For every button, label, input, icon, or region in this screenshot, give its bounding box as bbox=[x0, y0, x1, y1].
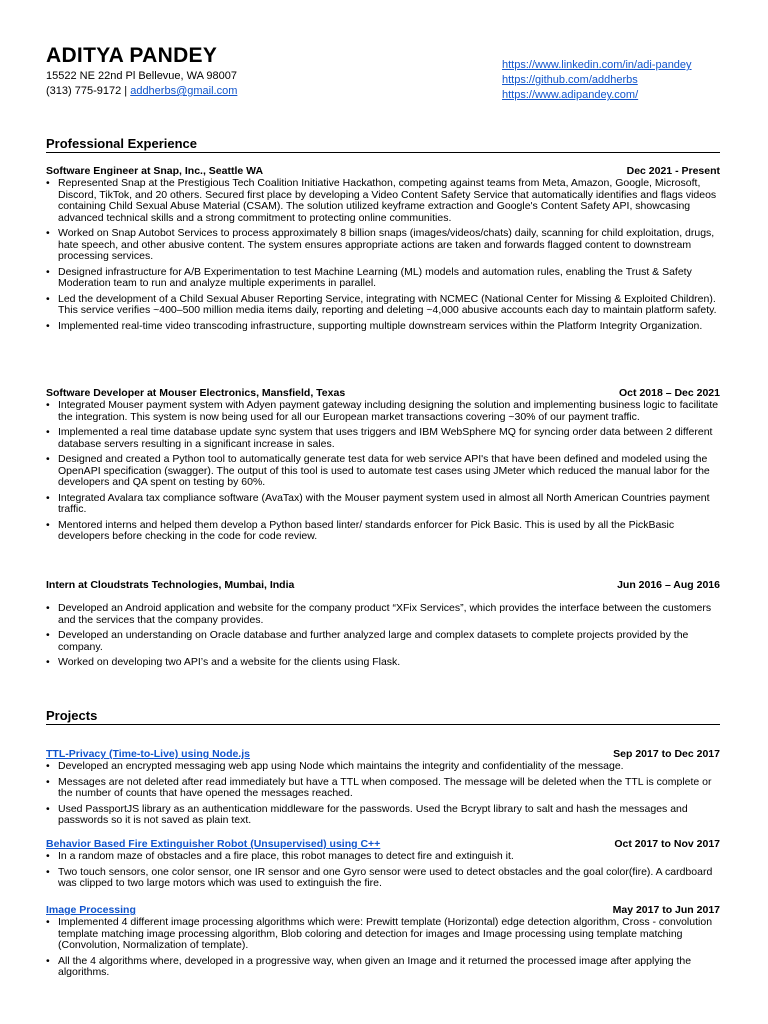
project-fire-robot bbox=[46, 838, 720, 894]
project-name-link[interactable]: TTL-Privacy (Time-to-Live) using Node.js bbox=[46, 748, 251, 760]
job-mouser bbox=[46, 387, 720, 547]
list-item: • Developed an understanding on Oracle database and further analyzed large and complex datasets to complete projects provided by the company. bbox=[46, 630, 720, 653]
job-snap bbox=[46, 165, 720, 336]
project-dates: Sep 2017 to Dec 2017 bbox=[613, 748, 720, 760]
list-item: • All the 4 algorithms where, developed in a progressive way, when given an Image and it returned the processed image after applying the algorithms. bbox=[46, 956, 720, 979]
resume-page bbox=[46, 44, 720, 978]
projects-section bbox=[46, 708, 720, 725]
list-item: • Represented Snap at the Prestigious Tech Coalition Initiative Hackathon, competing against teams from Meta, Amazon, Google, Microsoft, Discord, TikTok, and 20 others. Secured first place by developing a Video Content Safety Service that automatically identifies and flags videos containing Child Sexual Abuse Material (CSAM). The solution utilized keyframe extraction and Google's Content Safety API, showcasing advanced technical skills and a strong commitment to protecting online communities. bbox=[46, 178, 720, 224]
job-cloudstrats bbox=[46, 579, 720, 673]
phone: (313) 775-9172 | bbox=[46, 85, 131, 97]
list-item: • Mentored interns and helped them develop a Python based linter/ standards enforcer for Pick Basic. This is used by all the PickBasic developers before checking in the code for code review. bbox=[46, 520, 720, 543]
profile-links bbox=[502, 58, 692, 103]
job-role: Software Engineer at Snap, Inc., Seattle WA bbox=[46, 165, 264, 177]
linkedin-link[interactable]: https://www.linkedin.com/in/adi-pandey bbox=[502, 59, 692, 71]
list-item: • Integrated Mouser payment system with Adyen payment gateway including designing the solution and implementing business logic to facilitate the integration. This system is now being used for all our European market transactions covering ~30% of our payment traffic. bbox=[46, 400, 720, 423]
website-link[interactable]: https://www.adipandey.com/ bbox=[502, 89, 639, 101]
project-image-processing bbox=[46, 904, 720, 983]
github-link[interactable]: https://github.com/addherbs bbox=[502, 74, 638, 86]
list-item: • Worked on developing two API’s and a website for the clients using Flask. bbox=[46, 657, 720, 669]
candidate-name: ADITYA PANDEY bbox=[46, 44, 218, 67]
list-item: • In a random maze of obstacles and a fire place, this robot manages to detect fire and extinguish it. bbox=[46, 851, 720, 863]
address: 15522 NE 22nd Pl Bellevue, WA 98007 bbox=[46, 70, 238, 82]
email-link[interactable]: addherbs@gmail.com bbox=[130, 85, 238, 97]
list-item: • Developed an encrypted messaging web app using Node which maintains the integrity and confidentiality of the message. bbox=[46, 761, 720, 773]
project-bullets bbox=[46, 851, 720, 890]
resume-header bbox=[46, 44, 720, 104]
project-dates: Oct 2017 to Nov 2017 bbox=[614, 838, 720, 850]
project-bullets bbox=[46, 761, 720, 827]
project-ttl-privacy bbox=[46, 748, 720, 831]
section-title-experience: Professional Experience bbox=[46, 136, 720, 153]
job-role: Intern at Cloudstrats Technologies, Mumbai, India bbox=[46, 579, 295, 591]
job-bullets bbox=[46, 400, 720, 543]
project-bullets bbox=[46, 917, 720, 979]
list-item: • Designed and created a Python tool to automatically generate test data for web service API's that have been defined and modeled using the OpenAPI specification (swagger). The output of this tool is used to automate test cases using JMeter which reduced the manual labor for the developers and QA spent on testing by 60%. bbox=[46, 454, 720, 489]
project-name-link[interactable]: Behavior Based Fire Extinguisher Robot (Unsupervised) using C++ bbox=[46, 838, 381, 850]
job-dates: Oct 2018 – Dec 2021 bbox=[619, 387, 720, 399]
list-item: • Integrated Avalara tax compliance software (AvaTax) with the Mouser payment system used in almost all North American Countries payment traffic. bbox=[46, 493, 720, 516]
project-dates: May 2017 to Jun 2017 bbox=[612, 904, 720, 916]
list-item: • Led the development of a Child Sexual Abuser Reporting Service, integrating with NCMEC (National Center for Missing & Exploited Children). This service verifies ~400–500 million media items daily, reporting and deleting ~4,000 abusive accounts each day to maintain platform safety. bbox=[46, 294, 720, 317]
list-item: • Designed infrastructure for A/B Experimentation to test Machine Learning (ML) models and automation rules, enabling the Trust & Safety Moderation team to run and analyze multiple experiments in parallel. bbox=[46, 267, 720, 290]
list-item: • Worked on Snap Autobot Services to process approximately 8 billion snaps (images/videos/chats) daily, scanning for child exploitation, drugs, hate speech, and other abusive content. The system ensures appropriate actions are taken and forwards flagged content to downstream processing services. bbox=[46, 228, 720, 263]
project-name-link[interactable]: Image Processing bbox=[46, 904, 136, 916]
experience-section bbox=[46, 136, 720, 153]
job-header bbox=[46, 579, 720, 592]
job-role: Software Developer at Mouser Electronics, Mansfield, Texas bbox=[46, 387, 346, 399]
job-dates: Dec 2021 - Present bbox=[626, 165, 720, 177]
list-item: • Messages are not deleted after read immediately but have a TTL when composed. The message will be deleted when the TTL is complete or the number of counts that have opened the messages reached. bbox=[46, 777, 720, 800]
list-item: • Developed an Android application and website for the company product “XFix Services”, which provides the interface between the customers and the services that the company provides. bbox=[46, 603, 720, 626]
section-title-projects: Projects bbox=[46, 708, 720, 725]
list-item: • Implemented 4 different image processing algorithms which were: Prewitt template (Horizontal) edge detection algorithm, Cross - convolution template matching image processing algorithm, Blob coloring and detection for images and Image processing using template matching (Convolution, Normalization of template). bbox=[46, 917, 720, 952]
job-bullets bbox=[46, 178, 720, 332]
list-item: • Two touch sensors, one color sensor, one IR sensor and one Gyro sensor were used to detect obstacles and the goal color(fire). A cardboard was clipped to two large motors which was used to extinguish the fire. bbox=[46, 867, 720, 890]
job-dates: Jun 2016 – Aug 2016 bbox=[617, 579, 720, 591]
list-item: • Used PassportJS library as an authentication middleware for the passwords. Used the Bcrypt library to salt and hash the messages and passwords so it is not saved as plain text. bbox=[46, 804, 720, 827]
list-item: • Implemented a real time database update sync system that uses triggers and IBM WebSphere MQ for syncing order data between 2 different database servers resulting in a significant increase in sales. bbox=[46, 427, 720, 450]
list-item: • Implemented real-time video transcoding infrastructure, supporting multiple downstream services within the Platform Integrity Organization. bbox=[46, 321, 720, 333]
job-bullets bbox=[46, 603, 720, 669]
